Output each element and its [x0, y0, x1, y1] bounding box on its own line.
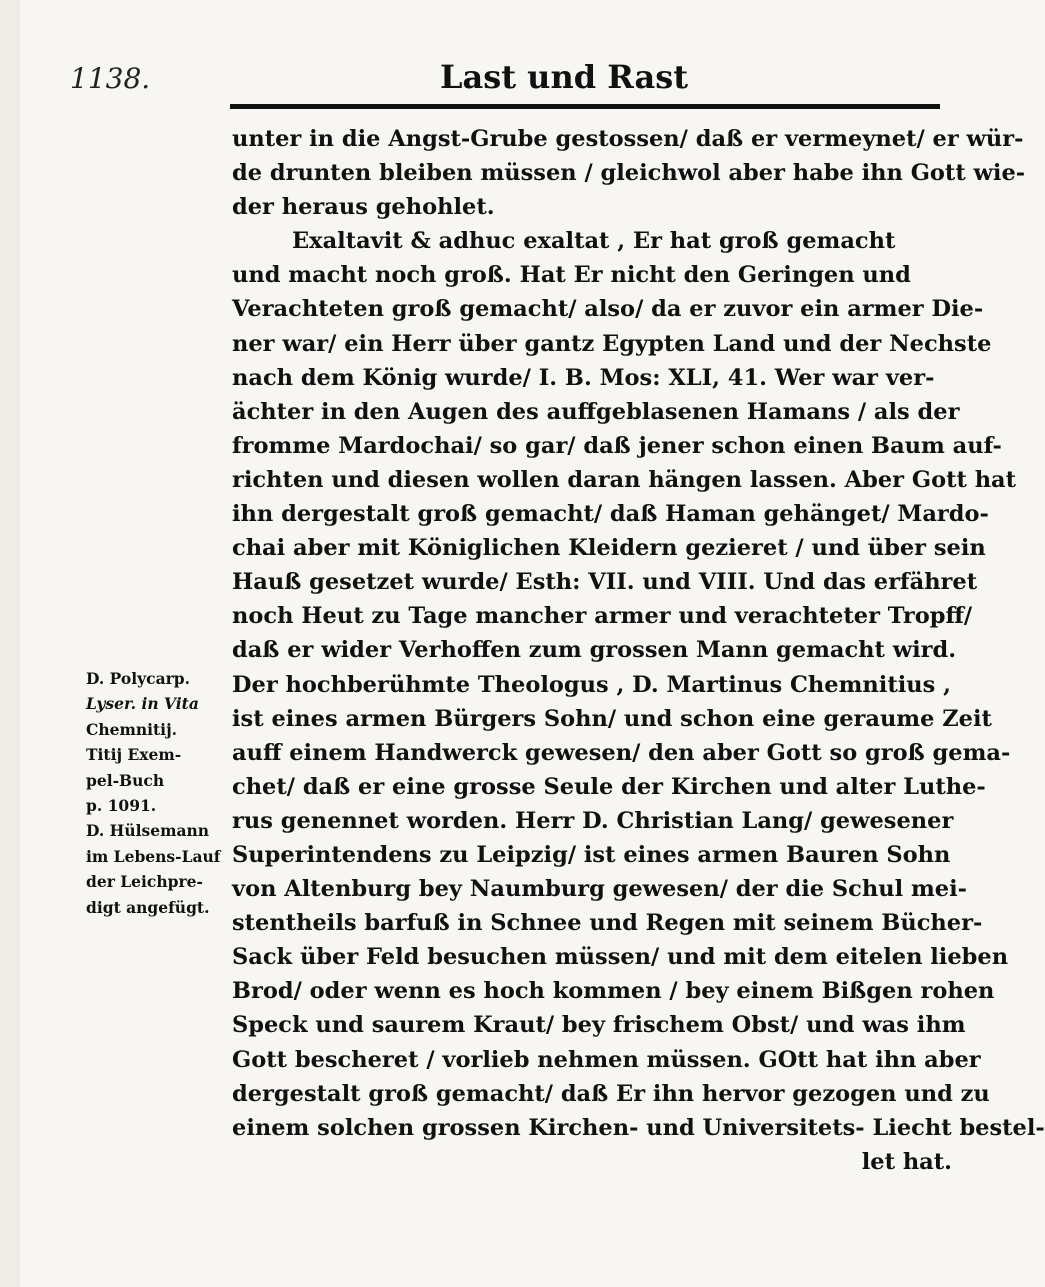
- text-line: Superintendens zu Leipzig/ ist eines armen Bauren Sohn: [232, 841, 951, 868]
- marginal-line: im Lebens-Lauf: [86, 846, 221, 866]
- text-line: Verachteten groß gemacht/ also/ da er zuvor ein armer Die-: [232, 296, 984, 323]
- text-line: ist eines armen Bürgers Sohn/ und schon eine geraume Zeit: [232, 705, 992, 732]
- text-line: Sack über Feld besuchen müssen/ und mit dem eitelen lieben: [232, 944, 1009, 971]
- marginal-line: p. 1091.: [86, 796, 157, 816]
- text-line: von Altenburg bey Naumburg gewesen/ der die Schul mei-: [232, 876, 967, 903]
- text-line: Brod/ oder wenn es hoch kommen / bey einem Bißgen rohen: [232, 978, 995, 1005]
- text-line: ihn dergestalt groß gemacht/ daß Haman gehänget/ Mardo-: [232, 501, 989, 528]
- text-line: chet/ daß er eine grosse Seule der Kirchen und alter Luthe-: [232, 773, 986, 800]
- text-line: fromme Mardochai/ so gar/ daß jener schon einen Baum auf-: [232, 432, 1002, 459]
- text-line: auff einem Handwerck gewesen/ den aber Gott so groß gema-: [232, 739, 1011, 766]
- text-line: stentheils barfuß in Schnee und Regen mit seinem Bücher-: [232, 910, 983, 937]
- body-text: [232, 122, 1045, 1179]
- text-line: Gott bescheret / vorlieb nehmen müssen. GOtt hat ihn aber: [232, 1046, 981, 1073]
- text-line: Hauß gesetzet wurde/ Esth: VII. und VIII. Und das erfähret: [232, 569, 978, 596]
- marginal-line: digt angefügt.: [86, 897, 210, 917]
- text-line: Der hochberühmte Theologus , D. Martinus Chemnitius ,: [232, 671, 951, 698]
- text-line: der heraus gehohlet.: [232, 194, 495, 221]
- text-line: Speck und saurem Kraut/ bey frischem Obst/ und was ihm: [232, 1012, 966, 1039]
- text-line: unter in die Angst-Grube gestossen/ daß er vermeynet/ er wür-: [232, 126, 1024, 152]
- marginal-line: pel-Buch: [86, 770, 165, 790]
- page-number: 1138.: [70, 62, 151, 95]
- text-line: und macht noch groß. Hat Er nicht den Geringen und: [232, 262, 911, 289]
- marginal-line: der Leichpre-: [86, 872, 203, 892]
- text-line: ächter in den Augen des auffgeblasenen Hamans / als der: [232, 398, 960, 425]
- marginal-line: Chemnitij.: [86, 719, 178, 739]
- text-line: daß er wider Verhoffen zum grossen Mann gemacht wird.: [232, 637, 957, 664]
- text-line: rus genennet worden. Herr D. Christian Lang/ gewesener: [232, 807, 954, 834]
- text-line: ner war/ ein Herr über gantz Egypten Land und der Nechste: [232, 330, 992, 357]
- text-line: einem solchen grossen Kirchen- und Universitets- Liecht bestel-: [232, 1114, 1045, 1141]
- text-line: Exaltavit & adhuc exaltat , Er hat groß gemacht: [292, 228, 896, 255]
- marginal-line: Lyser. in Vita: [86, 694, 199, 714]
- page-edge-shadow: [0, 0, 20, 1287]
- marginal-line: D. Hülsemann: [86, 821, 210, 841]
- text-line: chai aber mit Königlichen Kleidern gezieret / und über sein: [232, 535, 986, 562]
- header-rule: [230, 104, 940, 109]
- marginal-note: [86, 666, 236, 920]
- text-line: richten und diesen wollen daran hängen lassen. Aber Gott hat: [232, 466, 1017, 493]
- text-line: noch Heut zu Tage mancher armer und verachteter Tropff/: [232, 603, 973, 630]
- marginal-line: Titij Exem-: [86, 745, 182, 765]
- text-line: let hat.: [861, 1148, 952, 1175]
- text-line: de drunten bleiben müssen / gleichwol aber habe ihn Gott wie-: [232, 160, 1026, 187]
- text-line: nach dem König wurde/ I. B. Mos: XLI, 41. Wer war ver-: [232, 364, 935, 391]
- text-line: dergestalt groß gemacht/ daß Er ihn hervor gezogen und zu: [232, 1080, 990, 1107]
- running-head: Last und Rast: [440, 58, 689, 96]
- marginal-line: D. Polycarp.: [86, 669, 191, 688]
